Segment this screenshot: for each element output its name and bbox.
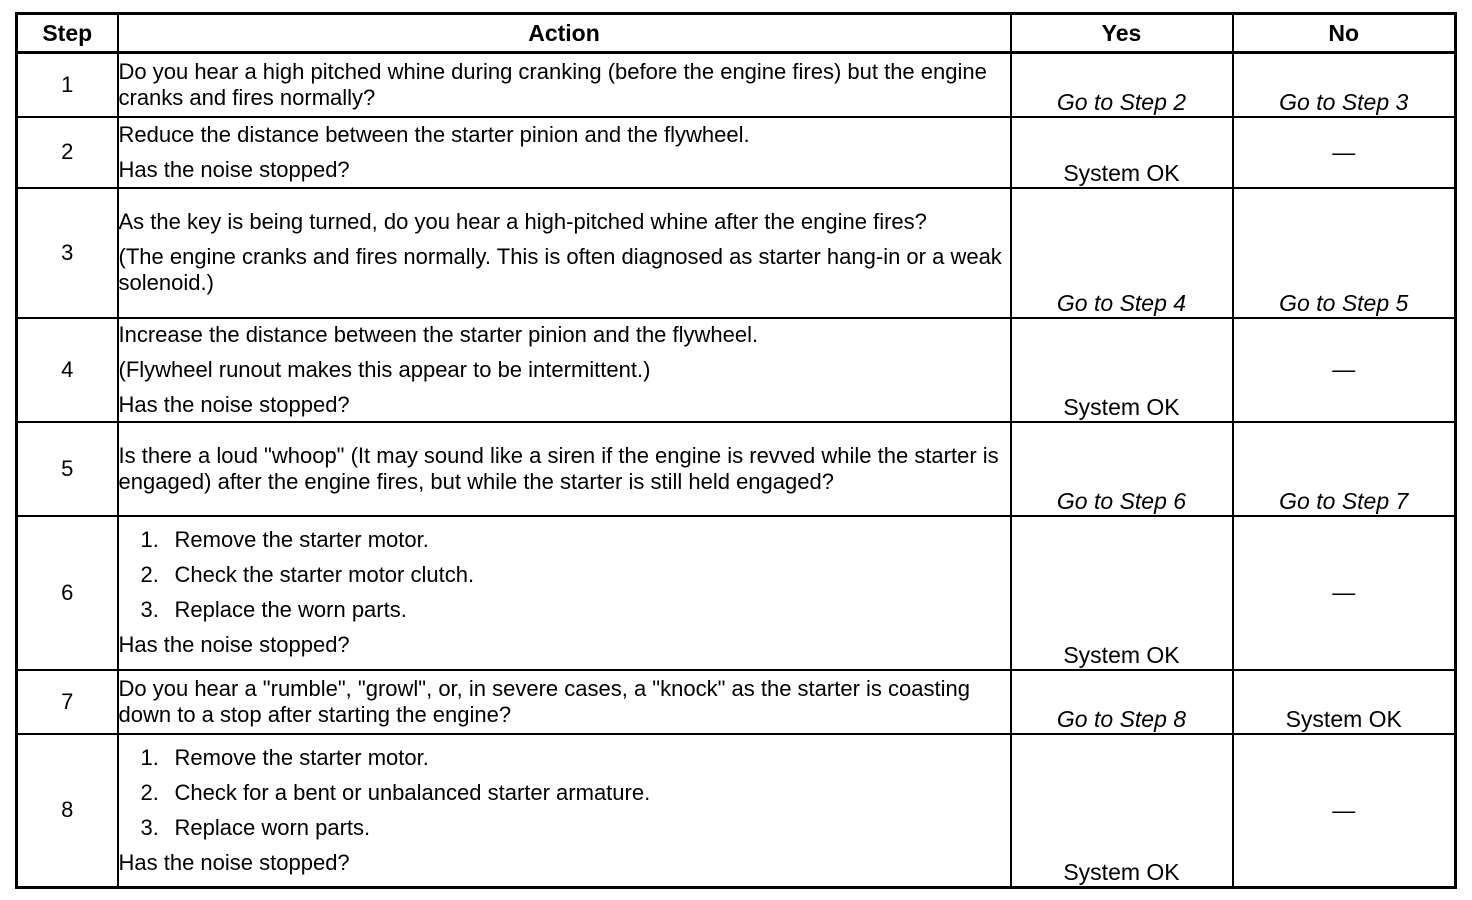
action-cell: [118, 53, 1011, 117]
list-item-text: Remove the starter motor.: [174, 527, 429, 552]
list-item: [119, 780, 1010, 806]
no-result: —: [1233, 516, 1456, 670]
table-row: [17, 516, 1456, 670]
table-row: [17, 734, 1456, 888]
action-cell: [118, 422, 1011, 516]
no-result: —: [1233, 734, 1456, 888]
step-number: 1: [17, 53, 118, 117]
action-cell: [118, 318, 1011, 422]
list-item-text: Replace the worn parts.: [174, 597, 407, 622]
table-header-row: [17, 14, 1456, 53]
action-question: Has the noise stopped?: [118, 156, 350, 182]
table-row: [17, 53, 1456, 117]
step-number: 4: [17, 318, 118, 422]
list-item-number: 1.: [140, 744, 159, 770]
action-text: Is there a loud "whoop" (It may sound like a siren if the engine is revved while the starter is engaged) after the engine fires, but while the starter is still held engaged?: [118, 442, 999, 494]
yes-result: System OK: [1011, 734, 1233, 888]
yes-result: System OK: [1011, 117, 1233, 188]
no-result: Go to Step 5: [1233, 188, 1456, 318]
action-question: Has the noise stopped?: [118, 632, 350, 657]
table-row: [17, 422, 1456, 516]
step-number: 6: [17, 516, 118, 670]
list-item-number: 1.: [140, 527, 159, 552]
yes-result: Go to Step 6: [1011, 422, 1233, 516]
no-result: Go to Step 7: [1233, 422, 1456, 516]
diagnostic-table-container: [15, 12, 1454, 889]
action-text: Do you hear a "rumble", "growl", or, in severe cases, a "knock" as the starter is coasting down to a stop after starting the engine?: [118, 675, 970, 727]
yes-result: System OK: [1011, 516, 1233, 670]
no-result: —: [1233, 117, 1456, 188]
action-steps-list: [119, 527, 1010, 623]
yes-result: System OK: [1011, 318, 1233, 422]
no-result: Go to Step 3: [1233, 53, 1456, 117]
action-cell: [118, 117, 1011, 188]
list-item: [119, 562, 1010, 588]
action-cell: [118, 516, 1011, 670]
action-text: As the key is being turned, do you hear a high-pitched whine after the engine fires?: [118, 209, 927, 234]
list-item: [119, 597, 1010, 623]
step-number: 7: [17, 670, 118, 734]
action-steps-list: [119, 745, 1010, 841]
action-question: Has the noise stopped?: [118, 391, 350, 417]
step-number: 2: [17, 117, 118, 188]
list-item-text: Check for a bent or unbalanced starter armature.: [174, 779, 651, 805]
list-item-text: Check the starter motor clutch.: [174, 562, 475, 587]
list-item-number: 3.: [140, 597, 159, 622]
table-row: [17, 670, 1456, 734]
list-item-number: 2.: [140, 562, 159, 587]
list-item-number: 3.: [140, 814, 159, 840]
diagnostic-table: [15, 12, 1457, 889]
step-number: 3: [17, 188, 118, 318]
list-item-text: Remove the starter motor.: [174, 744, 429, 770]
list-item-number: 2.: [140, 779, 159, 805]
action-note: (Flywheel runout makes this appear to be intermittent.): [118, 356, 651, 382]
no-result: System OK: [1233, 670, 1456, 734]
header-step: Step: [17, 14, 118, 53]
table-row: [17, 188, 1456, 318]
action-cell: [118, 734, 1011, 888]
list-item: [119, 815, 1010, 841]
header-action: Action: [118, 14, 1011, 53]
table-row: [17, 117, 1456, 188]
list-item-text: Replace worn parts.: [174, 814, 371, 840]
header-yes: Yes: [1011, 14, 1233, 53]
table-row: [17, 318, 1456, 422]
action-text: Reduce the distance between the starter pinion and the flywheel.: [118, 121, 750, 147]
step-number: 8: [17, 734, 118, 888]
action-note: (The engine cranks and fires normally. This is often diagnosed as starter hang-in or a weak solenoid.): [118, 244, 1002, 295]
list-item: [119, 527, 1010, 553]
yes-result: Go to Step 8: [1011, 670, 1233, 734]
action-question: Has the noise stopped?: [118, 849, 350, 875]
header-no: No: [1233, 14, 1456, 53]
yes-result: Go to Step 2: [1011, 53, 1233, 117]
step-number: 5: [17, 422, 118, 516]
action-text: Do you hear a high pitched whine during cranking (before the engine fires) but the engine cranks and fires normally?: [118, 58, 987, 110]
no-result: —: [1233, 318, 1456, 422]
action-text: Increase the distance between the starter pinion and the flywheel.: [118, 321, 759, 347]
action-cell: [118, 188, 1011, 318]
list-item: [119, 745, 1010, 771]
yes-result: Go to Step 4: [1011, 188, 1233, 318]
action-cell: [118, 670, 1011, 734]
